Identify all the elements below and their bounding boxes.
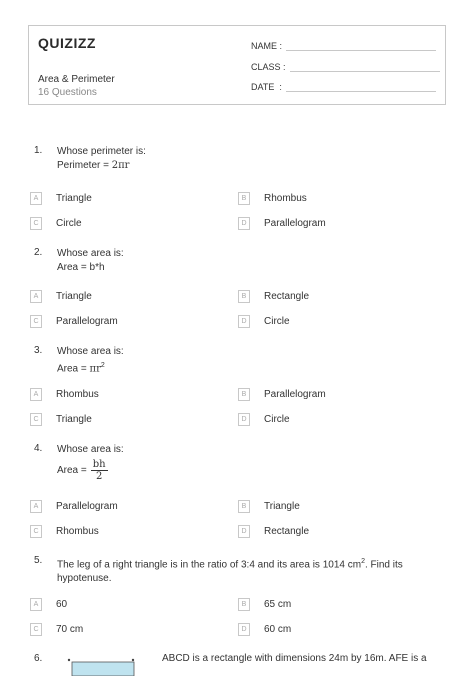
option-a[interactable] xyxy=(30,290,92,303)
question-line: Whose area is: xyxy=(57,444,124,455)
option-text: Rectangle xyxy=(264,291,310,302)
unit-exponent: 2 xyxy=(361,558,365,565)
option-b[interactable] xyxy=(238,290,309,303)
option-text: 65 cm xyxy=(264,599,292,610)
option-letter: D xyxy=(238,315,250,328)
date-line xyxy=(286,83,436,92)
question-line xyxy=(57,555,417,572)
date-field[interactable] xyxy=(251,82,436,92)
formula-line: Area = b*h xyxy=(57,262,105,273)
option-b[interactable] xyxy=(238,500,300,513)
option-letter: A xyxy=(30,290,42,303)
option-letter: B xyxy=(238,290,250,303)
question-number: 6. xyxy=(34,653,43,664)
option-letter: D xyxy=(238,217,250,230)
question-text xyxy=(57,145,417,173)
option-a[interactable] xyxy=(30,500,118,513)
option-text: 70 cm xyxy=(56,624,84,635)
option-b[interactable] xyxy=(238,598,291,611)
formula-math: 2πr xyxy=(111,160,130,171)
question-text xyxy=(57,345,417,376)
fraction-numerator: bh xyxy=(92,459,106,470)
option-d[interactable] xyxy=(238,413,290,426)
option-b[interactable] xyxy=(238,388,326,401)
option-letter: B xyxy=(238,388,250,401)
option-letter: D xyxy=(238,623,250,636)
option-letter: A xyxy=(30,192,42,205)
question-number: 4. xyxy=(34,443,43,454)
option-text: Triangle xyxy=(56,414,92,425)
option-letter: A xyxy=(30,388,42,401)
option-a[interactable] xyxy=(30,192,92,205)
worksheet-title: Area & Perimeter xyxy=(38,74,115,85)
option-a[interactable] xyxy=(30,388,99,401)
name-label: NAME : xyxy=(251,41,283,51)
option-text: Circle xyxy=(264,316,290,327)
question-text xyxy=(57,247,417,275)
figure-rectangle xyxy=(72,662,134,676)
option-a[interactable] xyxy=(30,598,67,611)
option-d[interactable] xyxy=(238,525,309,538)
option-c[interactable] xyxy=(30,525,99,538)
option-text: Parallelogram xyxy=(56,501,118,512)
option-letter: C xyxy=(30,623,42,636)
formula-prefix: Area = xyxy=(57,363,87,375)
option-d[interactable] xyxy=(238,315,290,328)
option-b[interactable] xyxy=(238,192,307,205)
option-letter: B xyxy=(238,500,250,513)
question-line: Whose area is: xyxy=(57,346,124,357)
formula-math: πr xyxy=(89,363,101,375)
formula-prefix: Perimeter = xyxy=(57,160,109,171)
option-c[interactable] xyxy=(30,623,83,636)
formula-line xyxy=(57,159,417,173)
option-text: 60 xyxy=(56,599,68,610)
option-text: Parallelogram xyxy=(56,316,118,327)
option-text: Triangle xyxy=(56,291,92,302)
question-text: ABCD is a rectangle with dimensions 24m by 16m. AFE is a xyxy=(162,653,427,664)
quizizz-logo: QUIZIZZ xyxy=(38,35,96,51)
question-line-part: The leg of a right triangle is in the ratio of 3:4 and its area is 1014 cm xyxy=(57,559,362,571)
class-label: CLASS : xyxy=(251,62,286,72)
question-line: hypotenuse. xyxy=(57,573,112,585)
question-line: Whose perimeter is: xyxy=(57,146,146,157)
option-letter: C xyxy=(30,413,42,426)
figure-point xyxy=(68,659,70,661)
option-letter: C xyxy=(30,315,42,328)
option-d[interactable] xyxy=(238,623,291,636)
formula-line xyxy=(57,459,417,482)
option-d[interactable] xyxy=(238,217,326,230)
option-letter: C xyxy=(30,217,42,230)
option-c[interactable] xyxy=(30,413,92,426)
option-c[interactable] xyxy=(30,315,118,328)
option-text: 60 cm xyxy=(264,624,292,635)
option-text: Triangle xyxy=(264,501,300,512)
option-text: Parallelogram xyxy=(264,389,326,400)
question-number: 5. xyxy=(34,555,43,566)
worksheet-header xyxy=(28,25,446,105)
class-field[interactable] xyxy=(251,62,440,72)
name-field[interactable] xyxy=(251,41,436,51)
option-text: Rhombus xyxy=(56,526,99,537)
fraction-denominator: 2 xyxy=(95,471,103,482)
option-letter: D xyxy=(238,525,250,538)
question-text xyxy=(57,443,417,482)
option-letter: A xyxy=(30,500,42,513)
question-line: Whose area is: xyxy=(57,248,124,259)
option-c[interactable] xyxy=(30,217,82,230)
option-letter: B xyxy=(238,598,250,611)
option-text: Rhombus xyxy=(264,193,307,204)
option-letter: B xyxy=(238,192,250,205)
formula-line xyxy=(57,359,417,376)
option-text: Circle xyxy=(264,414,290,425)
option-letter: C xyxy=(30,525,42,538)
formula-exponent: 2 xyxy=(100,362,105,369)
option-letter: D xyxy=(238,413,250,426)
question-text xyxy=(57,555,417,586)
option-letter: A xyxy=(30,598,42,611)
date-label: DATE : xyxy=(251,82,282,92)
option-text: Circle xyxy=(56,218,82,229)
question-count: 16 Questions xyxy=(38,87,97,98)
rectangle-figure xyxy=(66,656,136,676)
option-text: Rhombus xyxy=(56,389,99,400)
option-text: Rectangle xyxy=(264,526,310,537)
question-number: 3. xyxy=(34,345,43,356)
fraction xyxy=(91,459,108,482)
question-number: 1. xyxy=(34,145,43,156)
formula-prefix: Area = xyxy=(57,465,87,477)
question-number: 2. xyxy=(34,247,43,258)
option-text: Parallelogram xyxy=(264,218,326,229)
name-line xyxy=(286,42,436,51)
question-line-part: . Find its xyxy=(364,559,403,571)
class-line xyxy=(290,63,440,72)
figure-point xyxy=(132,659,134,661)
option-text: Triangle xyxy=(56,193,92,204)
